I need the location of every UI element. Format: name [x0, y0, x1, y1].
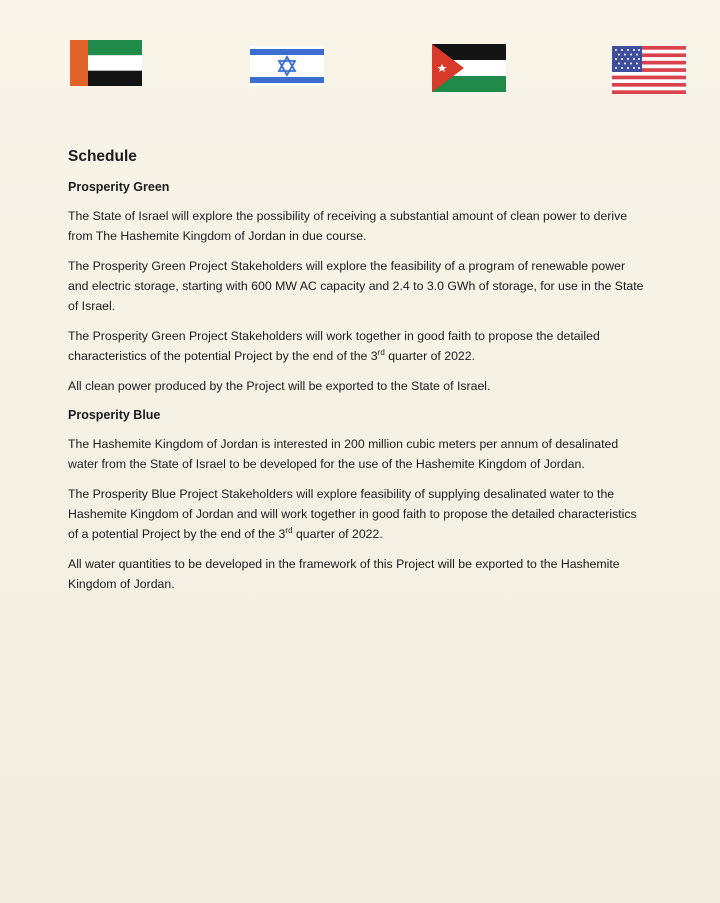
paragraph: The Hashemite Kingdom of Jordan is interested in 200 million cubic meters per annum of desalinated water from the State of Israel to be developed for the use of the Hashemite Kingdom of Jordan. — [68, 437, 619, 471]
ordinal-suffix: rd — [285, 525, 293, 535]
paragraph — [68, 326, 648, 366]
paragraph-text: The Prosperity Green Project Stakeholders will work together in good faith to propose the detailed characteristics of the potential Project by the end of the 3 — [68, 329, 600, 363]
ordinal-suffix: rd — [377, 347, 385, 357]
document-body — [68, 148, 648, 604]
uae-flag-icon — [70, 40, 142, 86]
paragraph: The State of Israel will explore the possibility of receiving a substantial amount of clean power to derive from The Hashemite Kingdom of Jordan in due course. — [68, 209, 628, 243]
israel-flag-icon — [250, 46, 324, 86]
document-title: Schedule — [68, 148, 137, 165]
paragraph-text: quarter of 2022. — [384, 349, 476, 363]
paragraph: All clean power produced by the Project will be exported to the State of Israel. — [68, 379, 491, 393]
paragraph-text: The Prosperity Blue Project Stakeholders will explore feasibility of supplying desalinated water to the Hashemite Kingdom of Jordan and will work together in good faith to propose the detailed characteristics of a potential Project by the end of the 3 — [68, 487, 637, 541]
section-heading-prosperity-green: Prosperity Green — [68, 180, 170, 194]
paragraph: The Prosperity Green Project Stakeholders will explore the feasibility of a program of renewable power and electric storage, starting with 600 MW AC capacity and 2.4 to 3.0 GWh of storage, for use in the State of Israel. — [68, 259, 644, 313]
paragraph: All water quantities to be developed in the framework of this Project will be exported to the Hashemite Kingdom of Jordan. — [68, 557, 620, 591]
paragraph-text: quarter of 2022. — [292, 527, 383, 541]
jordan-flag-icon — [432, 44, 506, 92]
section-heading-prosperity-blue: Prosperity Blue — [68, 408, 161, 422]
usa-flag-icon — [612, 46, 686, 94]
paragraph — [68, 484, 648, 544]
